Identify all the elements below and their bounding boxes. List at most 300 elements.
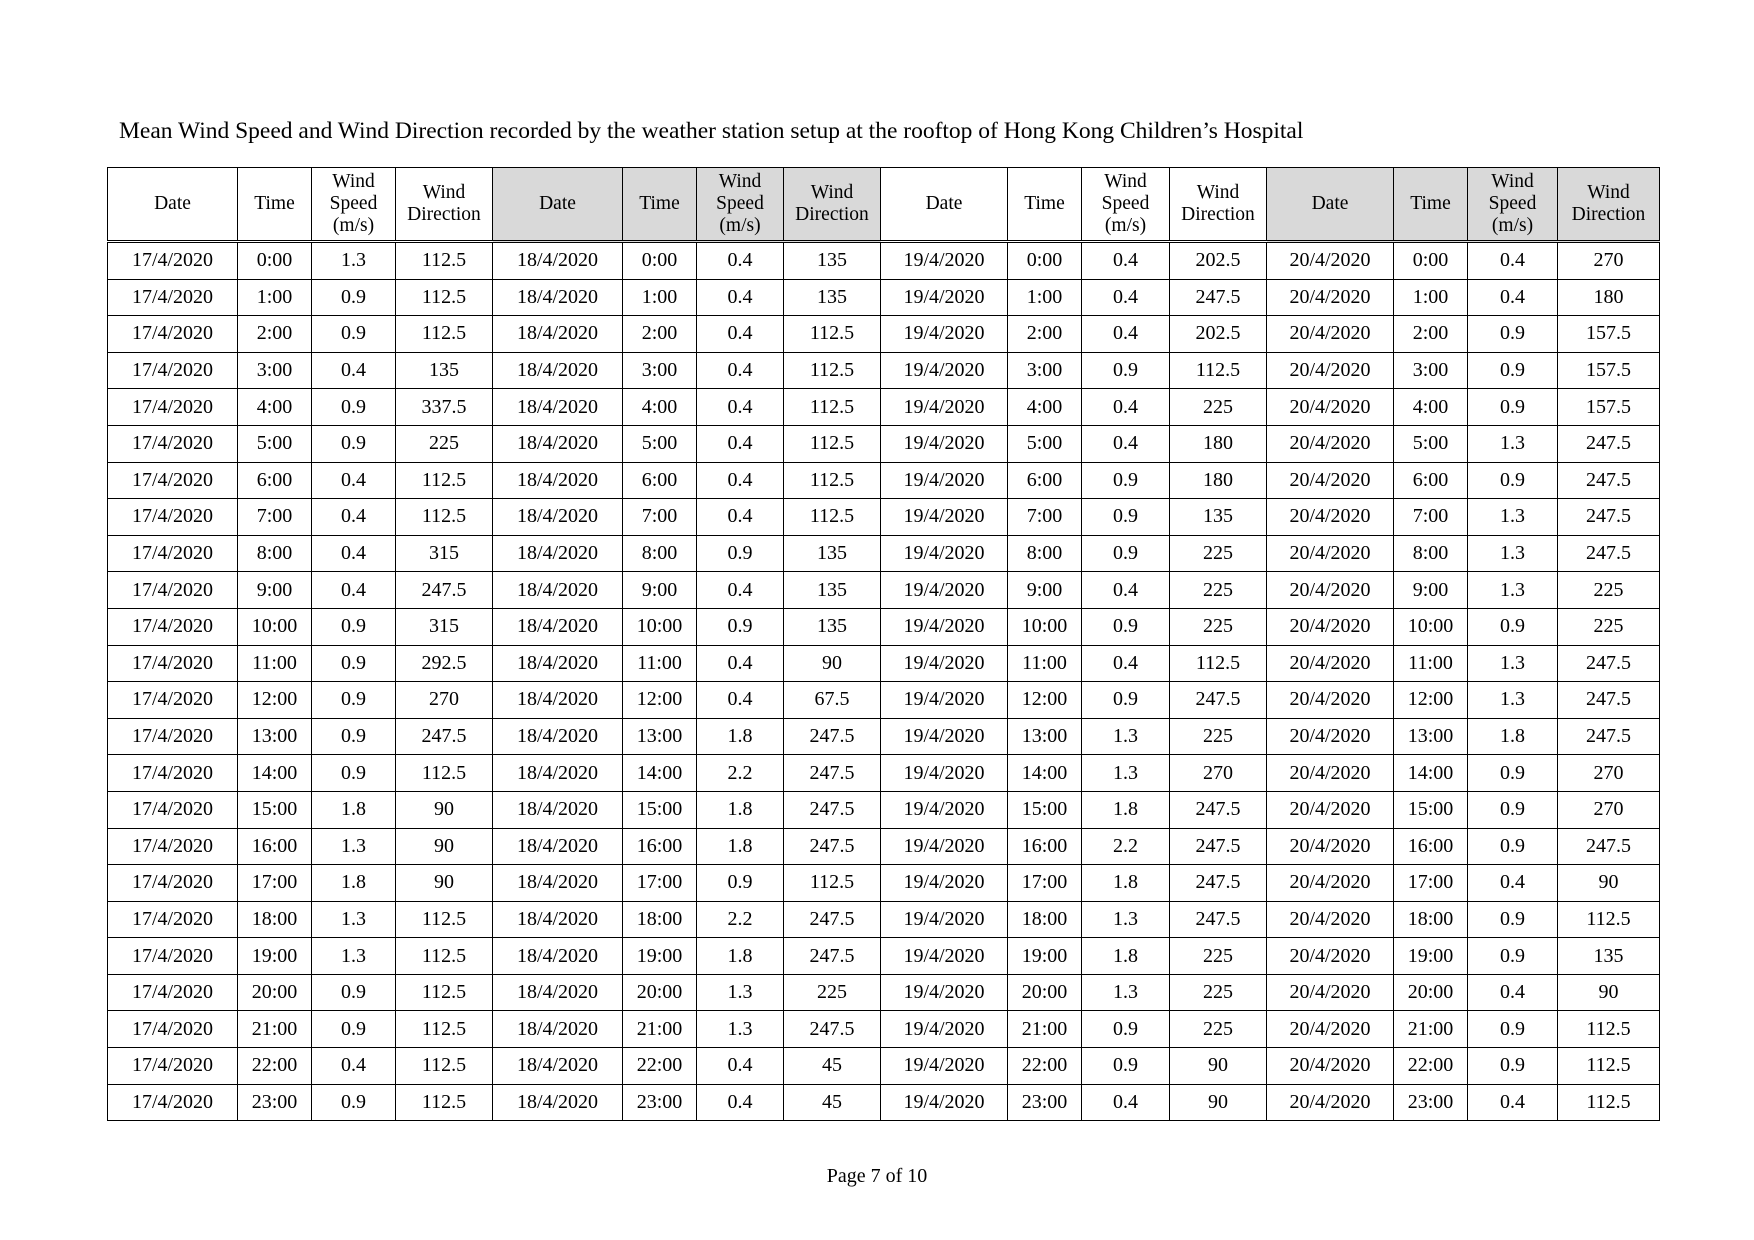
header-time: Time [1394, 168, 1468, 242]
cell-date: 17/4/2020 [108, 608, 238, 645]
cell-wind-speed: 1.3 [697, 974, 784, 1011]
cell-wind-direction: 225 [1170, 718, 1267, 755]
cell-wind-speed: 0.4 [1468, 1084, 1558, 1121]
table-row [108, 425, 1660, 462]
cell-time: 8:00 [1394, 535, 1468, 572]
cell-wind-speed: 1.8 [312, 865, 396, 902]
cell-date: 19/4/2020 [881, 645, 1008, 682]
cell-date: 20/4/2020 [1267, 242, 1394, 280]
cell-wind-direction: 270 [1170, 755, 1267, 792]
cell-wind-direction: 112.5 [396, 316, 493, 353]
cell-time: 21:00 [1394, 1011, 1468, 1048]
cell-date: 19/4/2020 [881, 1011, 1008, 1048]
cell-wind-speed: 1.3 [1468, 535, 1558, 572]
cell-wind-direction: 45 [784, 1084, 881, 1121]
cell-time: 1:00 [238, 279, 312, 316]
cell-time: 14:00 [1394, 755, 1468, 792]
cell-date: 17/4/2020 [108, 755, 238, 792]
cell-time: 1:00 [1394, 279, 1468, 316]
cell-wind-direction: 90 [396, 828, 493, 865]
cell-wind-speed: 1.3 [1082, 974, 1170, 1011]
table-row [108, 608, 1660, 645]
cell-wind-direction: 112.5 [396, 462, 493, 499]
cell-date: 18/4/2020 [493, 1011, 623, 1048]
header-wind-speed: Wind Speed (m/s) [312, 168, 396, 242]
cell-time: 3:00 [1008, 352, 1082, 389]
cell-wind-direction: 247.5 [784, 938, 881, 975]
cell-date: 19/4/2020 [881, 352, 1008, 389]
cell-wind-direction: 112.5 [396, 938, 493, 975]
cell-wind-direction: 135 [784, 608, 881, 645]
cell-wind-speed: 0.4 [697, 242, 784, 280]
cell-wind-direction: 247.5 [784, 755, 881, 792]
cell-date: 18/4/2020 [493, 389, 623, 426]
cell-time: 17:00 [1008, 865, 1082, 902]
cell-date: 19/4/2020 [881, 499, 1008, 536]
header-wind-direction: Wind Direction [396, 168, 493, 242]
cell-wind-direction: 225 [1170, 974, 1267, 1011]
header-date: Date [881, 168, 1008, 242]
cell-wind-speed: 0.4 [697, 462, 784, 499]
cell-date: 18/4/2020 [493, 865, 623, 902]
cell-date: 19/4/2020 [881, 974, 1008, 1011]
cell-wind-speed: 1.3 [697, 1011, 784, 1048]
cell-wind-speed: 0.9 [1468, 828, 1558, 865]
cell-time: 14:00 [1008, 755, 1082, 792]
cell-date: 18/4/2020 [493, 316, 623, 353]
cell-wind-direction: 112.5 [784, 462, 881, 499]
cell-date: 18/4/2020 [493, 608, 623, 645]
cell-wind-speed: 0.4 [312, 462, 396, 499]
cell-date: 17/4/2020 [108, 718, 238, 755]
cell-time: 19:00 [238, 938, 312, 975]
cell-date: 18/4/2020 [493, 718, 623, 755]
cell-time: 23:00 [623, 1084, 697, 1121]
cell-time: 4:00 [623, 389, 697, 426]
cell-wind-speed: 0.4 [1082, 572, 1170, 609]
cell-date: 17/4/2020 [108, 1011, 238, 1048]
cell-time: 0:00 [238, 242, 312, 280]
cell-time: 14:00 [238, 755, 312, 792]
cell-date: 19/4/2020 [881, 572, 1008, 609]
cell-wind-direction: 225 [1170, 389, 1267, 426]
cell-wind-speed: 1.3 [1082, 755, 1170, 792]
cell-time: 10:00 [238, 608, 312, 645]
cell-wind-speed: 0.9 [312, 755, 396, 792]
cell-time: 3:00 [1394, 352, 1468, 389]
header-wind-direction: Wind Direction [784, 168, 881, 242]
cell-time: 20:00 [623, 974, 697, 1011]
cell-time: 15:00 [623, 791, 697, 828]
cell-wind-speed: 0.9 [312, 1011, 396, 1048]
cell-time: 12:00 [623, 682, 697, 719]
cell-time: 6:00 [238, 462, 312, 499]
cell-date: 17/4/2020 [108, 462, 238, 499]
document-title: Mean Wind Speed and Wind Direction recorded by the weather station setup at the rooftop of Hong Kong Children’s Hospital [119, 118, 1304, 144]
cell-wind-direction: 225 [1170, 572, 1267, 609]
cell-wind-direction: 112.5 [1558, 1084, 1660, 1121]
cell-date: 17/4/2020 [108, 828, 238, 865]
cell-wind-direction: 112.5 [396, 755, 493, 792]
header-time: Time [1008, 168, 1082, 242]
cell-time: 5:00 [238, 425, 312, 462]
cell-time: 17:00 [1394, 865, 1468, 902]
cell-date: 19/4/2020 [881, 279, 1008, 316]
cell-date: 17/4/2020 [108, 499, 238, 536]
cell-date: 17/4/2020 [108, 242, 238, 280]
cell-wind-direction: 247.5 [396, 572, 493, 609]
cell-date: 20/4/2020 [1267, 755, 1394, 792]
cell-wind-direction: 270 [1558, 755, 1660, 792]
cell-wind-speed: 0.4 [1082, 645, 1170, 682]
cell-wind-speed: 0.9 [1468, 389, 1558, 426]
cell-wind-direction: 247.5 [1170, 791, 1267, 828]
cell-time: 0:00 [623, 242, 697, 280]
cell-wind-speed: 0.9 [312, 389, 396, 426]
cell-wind-direction: 90 [784, 645, 881, 682]
cell-date: 19/4/2020 [881, 755, 1008, 792]
cell-date: 19/4/2020 [881, 682, 1008, 719]
cell-date: 18/4/2020 [493, 535, 623, 572]
cell-wind-direction: 112.5 [396, 1084, 493, 1121]
cell-date: 19/4/2020 [881, 425, 1008, 462]
cell-time: 15:00 [238, 791, 312, 828]
cell-wind-direction: 112.5 [1558, 1048, 1660, 1085]
cell-date: 18/4/2020 [493, 901, 623, 938]
cell-time: 13:00 [238, 718, 312, 755]
cell-wind-speed: 0.9 [1468, 1048, 1558, 1085]
cell-wind-speed: 0.9 [1468, 1011, 1558, 1048]
cell-wind-speed: 0.9 [1468, 462, 1558, 499]
cell-wind-speed: 0.4 [1082, 279, 1170, 316]
cell-wind-direction: 270 [396, 682, 493, 719]
cell-date: 18/4/2020 [493, 242, 623, 280]
cell-wind-direction: 112.5 [1558, 901, 1660, 938]
cell-wind-speed: 0.4 [1468, 279, 1558, 316]
table-row [108, 755, 1660, 792]
cell-time: 23:00 [238, 1084, 312, 1121]
header-row [108, 168, 1660, 242]
cell-wind-direction: 225 [1170, 535, 1267, 572]
cell-wind-direction: 292.5 [396, 645, 493, 682]
cell-date: 18/4/2020 [493, 1048, 623, 1085]
cell-wind-direction: 225 [1170, 608, 1267, 645]
cell-wind-speed: 0.9 [312, 974, 396, 1011]
cell-time: 9:00 [1394, 572, 1468, 609]
cell-wind-direction: 225 [1170, 938, 1267, 975]
table-body [108, 242, 1660, 1121]
cell-time: 7:00 [238, 499, 312, 536]
cell-time: 15:00 [1394, 791, 1468, 828]
cell-wind-speed: 0.4 [697, 425, 784, 462]
table-row [108, 1048, 1660, 1085]
cell-wind-speed: 0.4 [1468, 242, 1558, 280]
cell-wind-direction: 135 [1558, 938, 1660, 975]
cell-wind-speed: 0.9 [1082, 682, 1170, 719]
cell-wind-direction: 90 [1558, 865, 1660, 902]
table-row [108, 1011, 1660, 1048]
table-row [108, 499, 1660, 536]
cell-wind-direction: 157.5 [1558, 352, 1660, 389]
cell-wind-direction: 112.5 [396, 901, 493, 938]
header-time: Time [238, 168, 312, 242]
cell-wind-speed: 1.3 [1468, 499, 1558, 536]
cell-wind-direction: 135 [784, 572, 881, 609]
cell-time: 12:00 [1008, 682, 1082, 719]
cell-wind-speed: 0.4 [312, 572, 396, 609]
cell-wind-speed: 0.4 [312, 1048, 396, 1085]
cell-wind-direction: 157.5 [1558, 389, 1660, 426]
cell-wind-speed: 1.3 [1468, 645, 1558, 682]
cell-time: 18:00 [238, 901, 312, 938]
cell-wind-speed: 1.8 [697, 718, 784, 755]
table-row [108, 938, 1660, 975]
cell-wind-speed: 0.9 [1082, 1048, 1170, 1085]
cell-date: 20/4/2020 [1267, 316, 1394, 353]
cell-wind-speed: 0.4 [1082, 316, 1170, 353]
cell-date: 17/4/2020 [108, 389, 238, 426]
cell-wind-direction: 112.5 [396, 1011, 493, 1048]
table-row [108, 535, 1660, 572]
cell-wind-speed: 1.3 [312, 242, 396, 280]
cell-date: 20/4/2020 [1267, 1084, 1394, 1121]
table-row [108, 645, 1660, 682]
cell-wind-direction: 225 [1558, 572, 1660, 609]
cell-time: 6:00 [1008, 462, 1082, 499]
cell-wind-speed: 0.4 [697, 1084, 784, 1121]
cell-time: 13:00 [1394, 718, 1468, 755]
cell-time: 12:00 [1394, 682, 1468, 719]
cell-date: 17/4/2020 [108, 645, 238, 682]
cell-wind-direction: 247.5 [1170, 901, 1267, 938]
cell-time: 19:00 [623, 938, 697, 975]
cell-wind-direction: 112.5 [396, 974, 493, 1011]
cell-wind-speed: 0.9 [1082, 1011, 1170, 1048]
cell-date: 17/4/2020 [108, 865, 238, 902]
cell-time: 22:00 [1394, 1048, 1468, 1085]
cell-date: 20/4/2020 [1267, 718, 1394, 755]
cell-wind-speed: 0.9 [1082, 535, 1170, 572]
wind-data-table [107, 167, 1660, 1121]
cell-wind-direction: 247.5 [1170, 865, 1267, 902]
cell-wind-direction: 45 [784, 1048, 881, 1085]
cell-wind-speed: 0.4 [697, 572, 784, 609]
cell-wind-direction: 90 [396, 791, 493, 828]
cell-date: 17/4/2020 [108, 535, 238, 572]
cell-wind-direction: 247.5 [784, 828, 881, 865]
cell-date: 18/4/2020 [493, 1084, 623, 1121]
cell-date: 20/4/2020 [1267, 645, 1394, 682]
cell-wind-speed: 1.8 [697, 938, 784, 975]
cell-wind-direction: 112.5 [784, 425, 881, 462]
cell-wind-direction: 112.5 [396, 499, 493, 536]
cell-date: 17/4/2020 [108, 901, 238, 938]
cell-date: 19/4/2020 [881, 316, 1008, 353]
table-row [108, 572, 1660, 609]
cell-wind-direction: 112.5 [784, 389, 881, 426]
cell-date: 17/4/2020 [108, 974, 238, 1011]
cell-time: 23:00 [1008, 1084, 1082, 1121]
cell-wind-direction: 90 [396, 865, 493, 902]
header-date: Date [493, 168, 623, 242]
cell-wind-direction: 270 [1558, 242, 1660, 280]
cell-wind-speed: 2.2 [697, 901, 784, 938]
cell-date: 18/4/2020 [493, 974, 623, 1011]
cell-date: 20/4/2020 [1267, 572, 1394, 609]
table-row [108, 279, 1660, 316]
cell-wind-direction: 135 [784, 242, 881, 280]
cell-time: 14:00 [623, 755, 697, 792]
cell-time: 7:00 [623, 499, 697, 536]
cell-date: 18/4/2020 [493, 572, 623, 609]
cell-wind-speed: 0.9 [1468, 755, 1558, 792]
cell-date: 17/4/2020 [108, 352, 238, 389]
cell-wind-direction: 112.5 [784, 352, 881, 389]
cell-wind-speed: 1.3 [1468, 682, 1558, 719]
cell-date: 17/4/2020 [108, 682, 238, 719]
cell-date: 18/4/2020 [493, 462, 623, 499]
cell-wind-direction: 135 [396, 352, 493, 389]
cell-wind-direction: 112.5 [396, 1048, 493, 1085]
cell-wind-direction: 112.5 [1170, 352, 1267, 389]
cell-date: 18/4/2020 [493, 828, 623, 865]
cell-time: 2:00 [623, 316, 697, 353]
cell-date: 20/4/2020 [1267, 865, 1394, 902]
cell-wind-speed: 1.3 [312, 901, 396, 938]
cell-date: 17/4/2020 [108, 791, 238, 828]
cell-time: 23:00 [1394, 1084, 1468, 1121]
cell-time: 4:00 [1394, 389, 1468, 426]
cell-time: 7:00 [1394, 499, 1468, 536]
cell-time: 0:00 [1394, 242, 1468, 280]
cell-time: 2:00 [1008, 316, 1082, 353]
cell-wind-direction: 112.5 [784, 499, 881, 536]
table-row [108, 682, 1660, 719]
cell-wind-direction: 90 [1170, 1048, 1267, 1085]
cell-date: 19/4/2020 [881, 828, 1008, 865]
cell-wind-speed: 0.9 [312, 682, 396, 719]
table-row [108, 865, 1660, 902]
cell-wind-direction: 180 [1558, 279, 1660, 316]
cell-time: 6:00 [1394, 462, 1468, 499]
cell-wind-direction: 112.5 [784, 316, 881, 353]
cell-time: 4:00 [238, 389, 312, 426]
cell-date: 18/4/2020 [493, 938, 623, 975]
cell-wind-speed: 0.9 [1468, 901, 1558, 938]
cell-wind-speed: 0.9 [1082, 462, 1170, 499]
cell-date: 17/4/2020 [108, 279, 238, 316]
cell-wind-direction: 135 [1170, 499, 1267, 536]
cell-wind-direction: 225 [784, 974, 881, 1011]
cell-date: 17/4/2020 [108, 572, 238, 609]
cell-date: 20/4/2020 [1267, 279, 1394, 316]
cell-wind-speed: 0.4 [1082, 389, 1170, 426]
cell-time: 20:00 [1394, 974, 1468, 1011]
cell-wind-direction: 247.5 [1170, 279, 1267, 316]
cell-time: 22:00 [238, 1048, 312, 1085]
cell-date: 17/4/2020 [108, 938, 238, 975]
cell-date: 20/4/2020 [1267, 974, 1394, 1011]
cell-wind-direction: 247.5 [1170, 682, 1267, 719]
cell-time: 16:00 [623, 828, 697, 865]
cell-wind-speed: 0.9 [1082, 352, 1170, 389]
cell-date: 20/4/2020 [1267, 938, 1394, 975]
cell-wind-speed: 0.4 [312, 535, 396, 572]
cell-date: 18/4/2020 [493, 352, 623, 389]
table-row [108, 242, 1660, 280]
cell-time: 18:00 [623, 901, 697, 938]
cell-wind-speed: 0.4 [1082, 425, 1170, 462]
cell-time: 11:00 [1394, 645, 1468, 682]
cell-time: 5:00 [1008, 425, 1082, 462]
cell-wind-speed: 0.9 [312, 425, 396, 462]
cell-wind-speed: 0.9 [697, 608, 784, 645]
header-date: Date [1267, 168, 1394, 242]
table-row [108, 316, 1660, 353]
cell-wind-direction: 157.5 [1558, 316, 1660, 353]
cell-date: 19/4/2020 [881, 1084, 1008, 1121]
cell-wind-direction: 247.5 [1170, 828, 1267, 865]
table-row [108, 718, 1660, 755]
cell-date: 18/4/2020 [493, 791, 623, 828]
cell-wind-direction: 270 [1558, 791, 1660, 828]
cell-date: 20/4/2020 [1267, 608, 1394, 645]
table-header [108, 168, 1660, 242]
cell-date: 20/4/2020 [1267, 1048, 1394, 1085]
cell-wind-speed: 0.4 [697, 316, 784, 353]
cell-time: 0:00 [1008, 242, 1082, 280]
cell-wind-speed: 0.4 [1468, 865, 1558, 902]
cell-wind-speed: 1.3 [1468, 425, 1558, 462]
cell-time: 18:00 [1394, 901, 1468, 938]
cell-wind-speed: 1.8 [312, 791, 396, 828]
table-row [108, 901, 1660, 938]
cell-wind-speed: 0.9 [1082, 499, 1170, 536]
cell-wind-speed: 1.3 [1082, 718, 1170, 755]
table-row [108, 791, 1660, 828]
cell-wind-direction: 247.5 [1558, 718, 1660, 755]
cell-wind-speed: 0.4 [1082, 242, 1170, 280]
cell-wind-speed: 0.4 [1468, 974, 1558, 1011]
cell-date: 18/4/2020 [493, 279, 623, 316]
cell-date: 19/4/2020 [881, 462, 1008, 499]
cell-time: 11:00 [623, 645, 697, 682]
cell-wind-speed: 0.9 [1468, 352, 1558, 389]
cell-wind-speed: 2.2 [697, 755, 784, 792]
cell-time: 2:00 [238, 316, 312, 353]
cell-wind-direction: 247.5 [784, 791, 881, 828]
cell-wind-speed: 0.4 [312, 352, 396, 389]
cell-wind-direction: 202.5 [1170, 316, 1267, 353]
cell-time: 20:00 [238, 974, 312, 1011]
cell-time: 19:00 [1394, 938, 1468, 975]
cell-date: 18/4/2020 [493, 499, 623, 536]
cell-wind-direction: 247.5 [1558, 645, 1660, 682]
cell-time: 16:00 [1394, 828, 1468, 865]
table-row [108, 462, 1660, 499]
cell-wind-direction: 67.5 [784, 682, 881, 719]
cell-date: 19/4/2020 [881, 608, 1008, 645]
cell-wind-speed: 0.9 [697, 865, 784, 902]
cell-wind-speed: 0.4 [697, 682, 784, 719]
cell-wind-speed: 0.9 [1468, 316, 1558, 353]
cell-wind-direction: 315 [396, 535, 493, 572]
cell-date: 20/4/2020 [1267, 682, 1394, 719]
cell-wind-speed: 1.8 [697, 828, 784, 865]
cell-date: 19/4/2020 [881, 389, 1008, 426]
cell-wind-direction: 247.5 [1558, 499, 1660, 536]
cell-date: 20/4/2020 [1267, 499, 1394, 536]
